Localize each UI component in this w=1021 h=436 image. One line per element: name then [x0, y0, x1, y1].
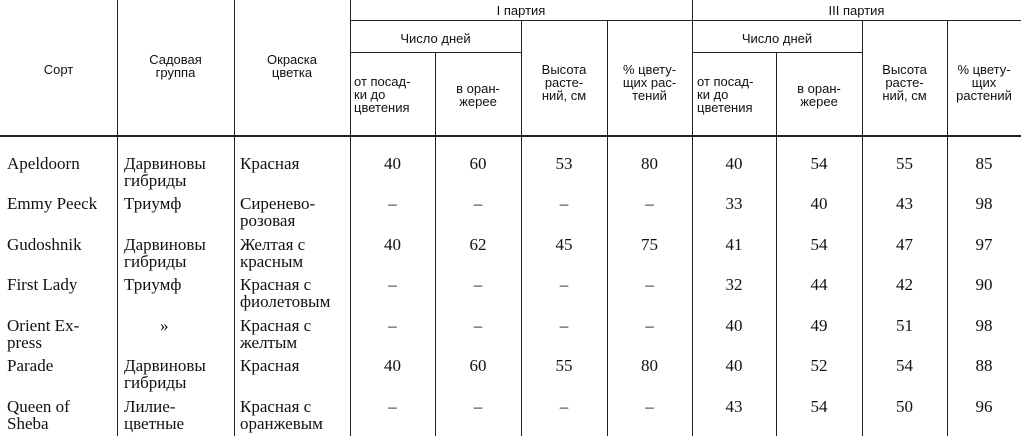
row-1-b3-days-greenhouse: 40 [810, 194, 828, 213]
row-2-color: Желтая с красным [240, 235, 306, 271]
row-6-b3-days-planting: 43 [725, 397, 743, 416]
row-0-b3-days-greenhouse: 54 [810, 154, 828, 173]
row-2-b1-days-greenhouse: 62 [469, 235, 487, 254]
row-3-color: Красная с фиолетовым [240, 275, 331, 311]
row-4-b1-height: – [559, 316, 569, 335]
row-3-b3-days-greenhouse: 44 [810, 275, 828, 294]
row-2-b1-percent: 75 [641, 235, 658, 254]
row-1-b1-days-planting: – [388, 194, 397, 213]
row-0-b1-height: 53 [555, 154, 573, 173]
header-from-planting-b1: от посад- ки до цветения [354, 74, 411, 115]
row-3-b1-height: – [559, 275, 569, 294]
row-0-b3-days-planting: 40 [725, 154, 743, 173]
header-rule-top [350, 20, 1021, 21]
header-greenhouse-b3: в оран- жерее [797, 81, 841, 109]
row-2-b1-days-planting: 40 [384, 235, 401, 254]
row-3-b1-percent: – [645, 275, 654, 294]
row-3-b3-percent: 90 [975, 275, 993, 294]
header-days-b3: Число дней [741, 31, 813, 46]
row-0-b3-percent: 85 [975, 154, 993, 173]
row-6-variety: Queen of Sheba [7, 397, 70, 433]
row-5-b1-height: 55 [555, 356, 573, 375]
header-days-b1: Число дней [400, 31, 471, 46]
row-1-b1-days-greenhouse: – [473, 194, 483, 213]
row-4-variety: Orient Ex- press [7, 316, 80, 352]
header-height-b3: Высота расте- ний, см [882, 62, 927, 103]
row-2-b3-percent: 97 [975, 235, 993, 254]
row-0-b1-days-planting: 40 [384, 154, 401, 173]
header-garden-group: Садовая группа [149, 52, 202, 80]
row-4-b1-days-planting: – [388, 316, 397, 335]
row-5-b3-percent: 88 [975, 356, 993, 375]
row-0-b3-height: 55 [896, 154, 913, 173]
row-1-b3-percent: 98 [975, 194, 993, 213]
row-5-b1-days-planting: 40 [384, 356, 401, 375]
row-6-b1-days-greenhouse: – [473, 397, 483, 416]
row-2-b3-height: 47 [896, 235, 913, 254]
row-3-group: Триумф [124, 275, 182, 294]
row-0-b1-percent: 80 [641, 154, 658, 173]
row-4-b3-percent: 98 [975, 316, 993, 335]
header-flower-color: Окраска цветка [267, 52, 317, 80]
row-3-b1-days-greenhouse: – [473, 275, 483, 294]
row-0-color: Красная [240, 154, 300, 173]
row-4-b1-percent: – [645, 316, 654, 335]
row-5-b3-days-greenhouse: 52 [810, 356, 828, 375]
header-batch-1: I партия [496, 3, 546, 18]
row-5-b3-days-planting: 40 [725, 356, 743, 375]
header-batch-3: III партия [828, 3, 885, 18]
row-4-group: » [160, 316, 169, 335]
row-1-b3-height: 43 [896, 194, 913, 213]
header-percent-b1: % цвету- щих рас- тений [622, 62, 677, 103]
row-6-b1-percent: – [645, 397, 654, 416]
row-5-group: Дарвиновы гибриды [124, 356, 206, 392]
row-2-group: Дарвиновы гибриды [124, 235, 206, 271]
row-4-b3-height: 51 [896, 316, 913, 335]
row-4-color: Красная с желтым [240, 316, 312, 352]
row-6-b1-days-planting: – [388, 397, 397, 416]
row-4-b3-days-greenhouse: 49 [810, 316, 828, 335]
header-rule-days-b3 [692, 52, 862, 53]
row-5-b3-height: 54 [896, 356, 913, 375]
row-5-variety: Parade [7, 356, 54, 375]
row-6-b3-days-greenhouse: 54 [810, 397, 828, 416]
row-5-b1-days-greenhouse: 60 [469, 356, 487, 375]
row-2-b3-days-greenhouse: 54 [810, 235, 828, 254]
row-1-group: Триумф [124, 194, 182, 213]
row-3-b3-height: 42 [896, 275, 913, 294]
row-4-b3-days-planting: 40 [725, 316, 743, 335]
row-1-b1-height: – [559, 194, 569, 213]
row-6-color: Красная с оранжевым [240, 397, 323, 433]
row-6-b1-height: – [559, 397, 569, 416]
row-2-b1-height: 45 [555, 235, 573, 254]
row-3-variety: First Lady [7, 275, 78, 294]
row-4-b1-days-greenhouse: – [473, 316, 483, 335]
header-height-b1: Высота расте- ний, см [541, 62, 587, 103]
row-2-b3-days-planting: 41 [725, 235, 743, 254]
row-3-b3-days-planting: 32 [725, 275, 743, 294]
header-percent-b3: % цвету- щих растений [956, 62, 1012, 103]
row-1-color: Сиренево- розовая [240, 194, 316, 230]
header-from-planting-b3: от посад- ки до цветения [697, 74, 754, 115]
row-5-color: Красная [240, 356, 300, 375]
row-1-b1-percent: – [645, 194, 654, 213]
row-0-b1-days-greenhouse: 60 [469, 154, 487, 173]
row-2-variety: Gudoshnik [7, 235, 82, 254]
row-1-variety: Emmy Peeck [7, 194, 98, 213]
row-5-b1-percent: 80 [641, 356, 658, 375]
row-6-b3-percent: 96 [975, 397, 993, 416]
row-3-b1-days-planting: – [388, 275, 397, 294]
row-1-b3-days-planting: 33 [725, 194, 743, 213]
header-greenhouse-b1: в оран- жерее [456, 81, 500, 109]
row-6-group: Лилие- цветные [124, 397, 185, 433]
row-6-b3-height: 50 [896, 397, 913, 416]
header-variety: Сорт [43, 62, 74, 77]
row-0-group: Дарвиновы гибриды [124, 154, 206, 190]
row-0-variety: Apeldoorn [7, 154, 80, 173]
header-rule-bottom [0, 135, 1021, 137]
